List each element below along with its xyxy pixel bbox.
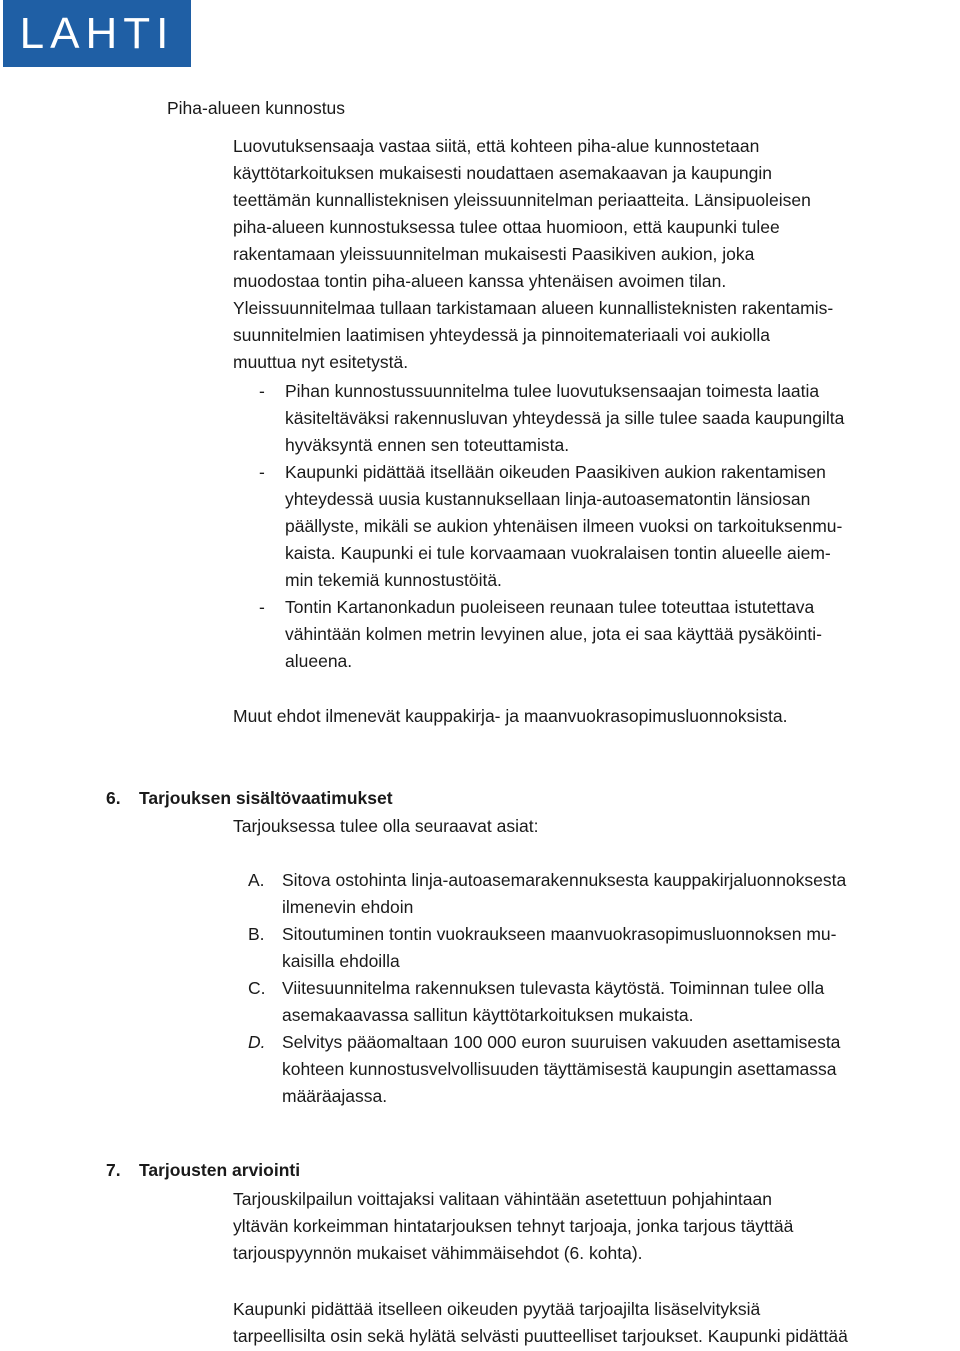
section-7-paragraph-1 — [233, 1186, 933, 1267]
list-line: Sitoutuminen tontin vuokraukseen maanvuokrasopimusluonnoksen mu- — [282, 924, 837, 944]
paragraph-line: piha-alueen kunnostuksessa tulee ottaa huomioon, että kaupunki tulee — [233, 217, 780, 237]
bullet-dash: - — [259, 462, 265, 482]
bullet-line: kaista. Kaupunki ei tule korvaamaan vuokralaisen tontin alueelle aiem- — [285, 543, 831, 563]
bullet-line: min tekemiä kunnostustöitä. — [285, 570, 502, 590]
bullet-line: Tontin Kartanonkadun puoleiseen reunaan tulee toteuttaa istutettava — [285, 597, 815, 617]
list-line: Selvitys pääomaltaan 100 000 euron suuruisen vakuuden asettamisesta — [282, 1032, 841, 1052]
list-letter-c: C. — [248, 978, 266, 998]
paragraph-line: teettämän kunnallisteknisen yleissuunnitelman periaatteita. Länsipuoleisen — [233, 190, 811, 210]
list-item-d — [282, 1029, 840, 1110]
section-7-paragraph-2 — [233, 1296, 933, 1350]
bullet-line: vähintään kolmen metrin levyinen alue, jota ei saa käyttää pysäköinti- — [285, 624, 822, 644]
paragraph-line: Luovutuksensaaja vastaa siitä, että kohteen piha-alue kunnostetaan — [233, 136, 760, 156]
bullet-line: käsiteltäväksi rakennusluvan yhteydessä ja sille tulee saada kaupungilta — [285, 408, 845, 428]
paragraph-line: yltävän korkeimman hintatarjouksen tehnyt tarjoaja, jonka tarjous täyttää — [233, 1216, 794, 1236]
list-item-a — [282, 867, 846, 921]
paragraph-line: Kaupunki pidättää itselleen oikeuden pyytää tarjoajilta lisäselvityksiä — [233, 1299, 761, 1319]
bullet-item — [285, 594, 822, 675]
list-line: määräajassa. — [282, 1086, 388, 1106]
paragraph-line: muodostaa tontin piha-alueen kanssa yhtenäisen avoimen tilan. — [233, 271, 727, 291]
paragraph-line: tarpeellisilta osin sekä hylätä selvästi puutteelliset tarjoukset. Kaupunki pidättää — [233, 1326, 848, 1346]
muut-ehdot-text: Muut ehdot ilmenevät kauppakirja- ja maanvuokrasopimusluonnoksista. — [233, 706, 788, 726]
list-letter-d: D. — [248, 1032, 266, 1052]
bullet-line: päällyste, mikäli se aukion yhtenäisen ilmeen vuoksi on tarkoituksenmu- — [285, 516, 843, 536]
section-6-number: 6. — [106, 788, 121, 808]
bullet-dash: - — [259, 381, 265, 401]
list-line: ilmenevin ehdoin — [282, 897, 414, 917]
bullet-item — [285, 459, 842, 594]
bullet-dash: - — [259, 597, 265, 617]
paragraph-line: suunnitelmien laatimisen yhteydessä ja pinnoitemateriaali voi aukiolla — [233, 325, 770, 345]
paragraph-line: muuttua nyt esitetystä. — [233, 352, 409, 372]
lahti-logo — [3, 0, 191, 67]
piha-paragraph — [233, 133, 933, 376]
list-line: kaisilla ehdoilla — [282, 951, 400, 971]
list-line: asemakaavassa sallitun käyttötarkoituksen mukaista. — [282, 1005, 694, 1025]
bullet-line: yhteydessä uusia kustannuksellaan linja-autoasematontin länsiosan — [285, 489, 811, 509]
bullet-item — [285, 378, 844, 459]
list-line: Sitova ostohinta linja-autoasemarakennuksesta kauppakirjaluonnoksesta — [282, 870, 847, 890]
heading-piha-alueen-kunnostus: Piha-alueen kunnostus — [167, 98, 346, 118]
bullet-line: Kaupunki pidättää itsellään oikeuden Paasikiven aukion rakentamisen — [285, 462, 826, 482]
list-letter-a: A. — [248, 870, 265, 890]
list-item-b — [282, 921, 836, 975]
paragraph-line: Tarjouskilpailun voittajaksi valitaan vähintään asetettuun pohjahintaan — [233, 1189, 772, 1209]
paragraph-line: tarjouspyynnön mukaiset vähimmäisehdot (6. kohta). — [233, 1243, 643, 1263]
paragraph-line: käyttötarkoituksen mukaisesti noudattaen asemakaavan ja kaupungin — [233, 163, 772, 183]
list-letter-b: B. — [248, 924, 265, 944]
section-6-intro: Tarjouksessa tulee olla seuraavat asiat: — [233, 816, 539, 836]
section-6-title: Tarjouksen sisältövaatimukset — [139, 788, 393, 808]
paragraph-line: Yleissuunnitelmaa tullaan tarkistamaan alueen kunnallisteknisten rakentamis- — [233, 298, 834, 318]
logo-text: LAHTI — [19, 8, 175, 58]
bullet-line: alueena. — [285, 651, 353, 671]
list-line: Viitesuunnitelma rakennuksen tulevasta käytöstä. Toiminnan tulee olla — [282, 978, 825, 998]
section-7-title: Tarjousten arviointi — [139, 1160, 301, 1180]
bullet-line: Pihan kunnostussuunnitelma tulee luovutuksensaajan toimesta laatia — [285, 381, 820, 401]
list-line: kohteen kunnostusvelvollisuuden täyttämisestä kaupungin asettamassa — [282, 1059, 837, 1079]
list-item-c — [282, 975, 824, 1029]
section-7-number: 7. — [106, 1160, 121, 1180]
bullet-line: hyväksyntä ennen sen toteuttamista. — [285, 435, 570, 455]
paragraph-line: rakentamaan yleissuunnitelman mukaisesti Paasikiven aukion, joka — [233, 244, 755, 264]
